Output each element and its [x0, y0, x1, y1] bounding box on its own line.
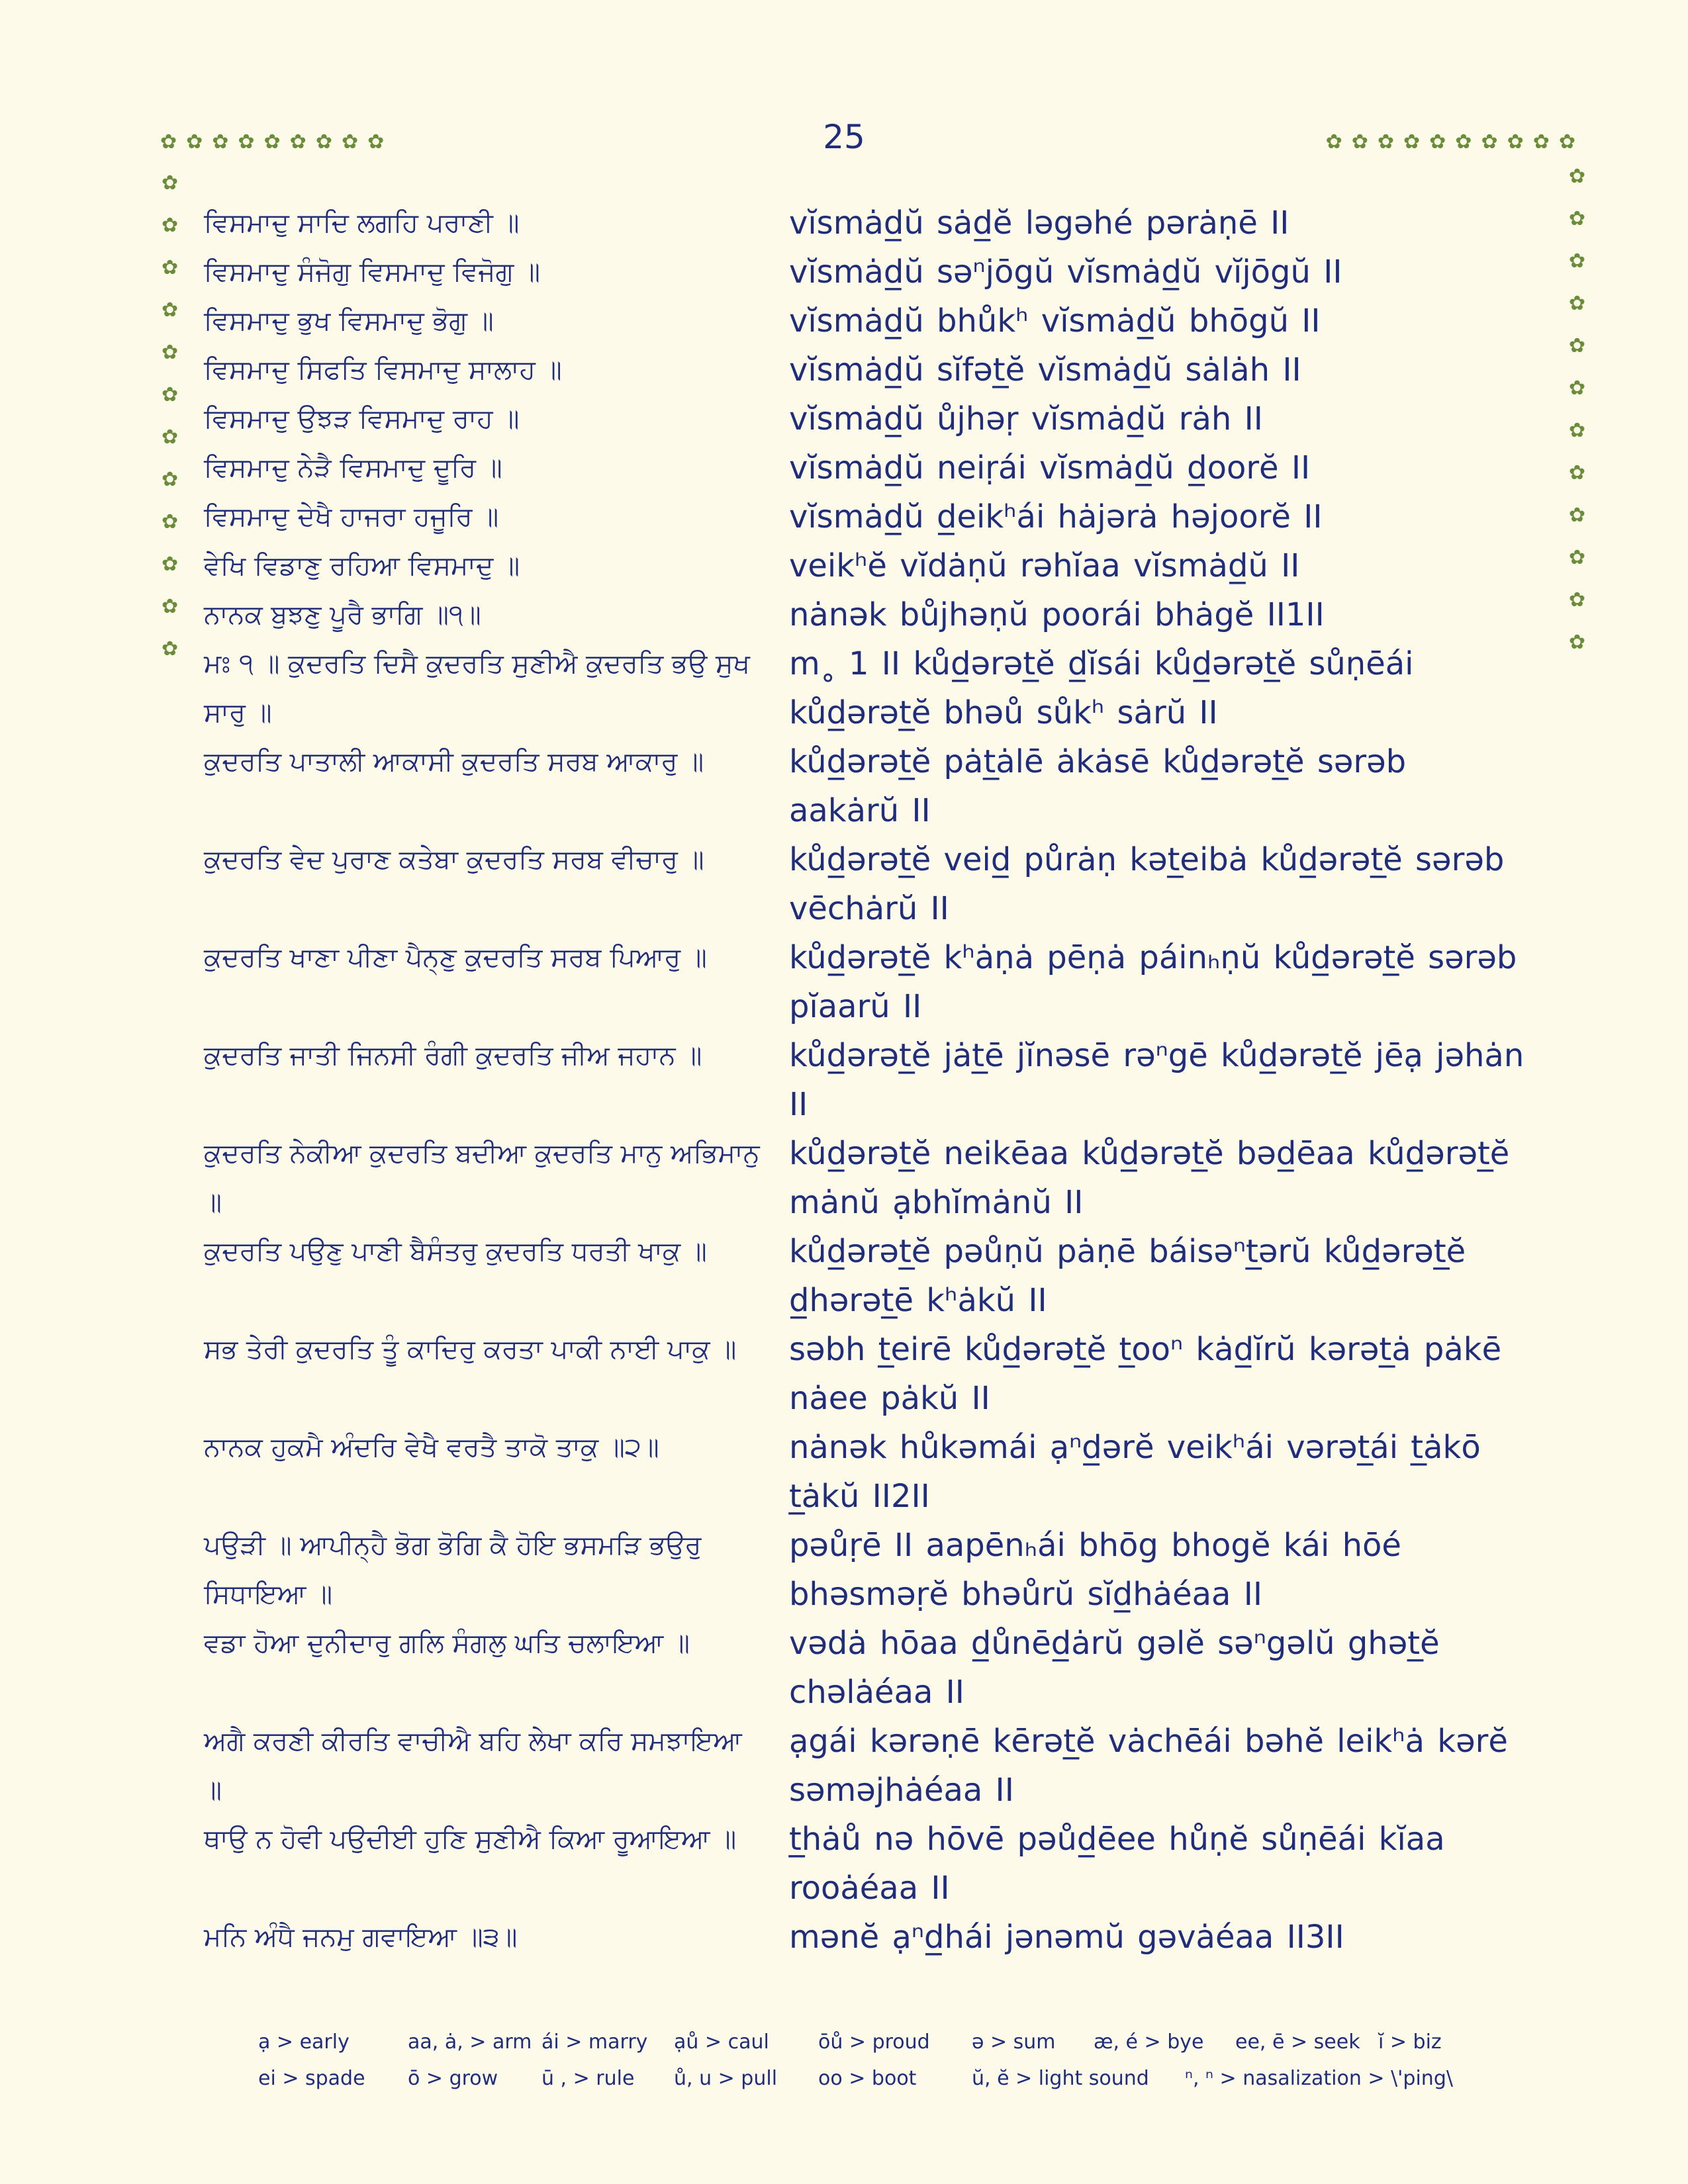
- gurmukhi-text: ਨਾਨਕ ਹੁਕਮੈ ਅੰਦਰਿ ਵੇਖੈ ਵਰਤੈ ਤਾਕੋ ਤਾਕੁ ॥੨॥: [204, 1432, 659, 1463]
- verse-row: [204, 639, 1528, 737]
- legend-row: [258, 2030, 1516, 2054]
- transliteration-text: vədȧ hōaa d̲ůnēd̲ȧrŭ gəlĕ səⁿgəlŭ ghət̲ĕ chəlȧéaa II: [788, 1625, 1440, 1711]
- gurmukhi-text: ਵਿਸਮਾਦੁ ਭੁਖ ਵਿਸਮਾਦੁ ਭੋਗੁ ॥: [204, 306, 494, 336]
- gurmukhi-text: ਵਿਸਮਾਦੁ ਸਾਦਿ ਲਗਹਿ ਪਰਾਣੀ ॥: [204, 208, 520, 238]
- legend-item: æ, é > bye: [1094, 2030, 1204, 2054]
- verse-row: [204, 835, 1528, 933]
- gurmukhi-text: ਵਿਸਮਾਦੁ ਸਿਫਤਿ ਵਿਸਮਾਦੁ ਸਾਲਾਹ ॥: [204, 355, 562, 385]
- gurmukhi-text: ਮਨਿ ਅੰਧੈ ਜਨਮੁ ਗਵਾਇਆ ॥੩॥: [204, 1922, 518, 1952]
- gurmukhi-text: ਨਾਨਕ ਬੁਝਣੁ ਪੂਰੈ ਭਾਗਿ ॥੧॥: [204, 600, 481, 630]
- legend-item: ū , > rule: [541, 2067, 635, 2090]
- verse-row: [204, 933, 1528, 1031]
- gurmukhi-text: ਥਾਉ ਨ ਹੋਵੀ ਪਉਦੀਈ ਹੁਣਿ ਸੁਣੀਐ ਕਿਆ ਰੂਆਇਆ ॥: [204, 1824, 737, 1854]
- transliteration-text: vĭsmȧd̲ŭ sĭfət̲ĕ vĭsmȧd̲ŭ sȧlȧh II: [788, 351, 1301, 388]
- transliteration-text: pəůṛē II aapēnₕái bhōg bhogĕ kái hōé bhəsməṛĕ bhəůrŭ sĭd̲hȧéaa II: [788, 1527, 1401, 1613]
- transliteration-text: vĭsmȧd̲ŭ neiṛái vĭsmȧd̲ŭ d̲oorĕ II: [788, 449, 1311, 486]
- gurmukhi-text: ਵਿਸਮਾਦੁ ਸੰਜੋਗੁ ਵਿਸਮਾਦੁ ਵਿਜੋਗੁ ॥: [204, 257, 540, 287]
- transliteration-text: nȧnək bůjhəṇŭ poorái bhȧgĕ II1II: [788, 596, 1325, 633]
- transliteration-text: veikʰĕ vĭdȧṇŭ rəhĭaa vĭsmȧd̲ŭ II: [788, 547, 1300, 584]
- legend-item: ạů > caul: [674, 2030, 769, 2054]
- transliteration-text: kůd̲ərət̲ĕ veid̲ půrȧṇ kət̲eibȧ kůd̲ərət̲ĕ sərəb vēchȧrŭ II: [788, 841, 1505, 927]
- legend-row: [258, 2067, 1516, 2090]
- transliteration-text: kůd̲ərət̲ĕ neikēaa kůd̲ərət̲ĕ bəd̲ēaa kůd̲ərət̲ĕ mȧnŭ ạbhĭmȧnŭ II: [788, 1135, 1510, 1221]
- legend-item: ōů > proud: [818, 2030, 930, 2054]
- transliteration-text: kůd̲ərət̲ĕ kʰȧṇȧ pēṇȧ páinₕṇŭ kůd̲ərət̲ĕ sərəb pĭaarŭ II: [788, 939, 1517, 1025]
- gurmukhi-text: ਪਉੜੀ ॥ ਆਪੀਨ੍ਹੈ ਭੋਗ ਭੋਗਿ ਕੈ ਹੋਇ ਭਸਮੜਿ ਭਉਰੁ ਸਿਧਾਇਆ ॥: [204, 1530, 702, 1610]
- verse-row: [204, 1815, 1528, 1913]
- transliteration-text: kůd̲ərət̲ĕ jȧt̲ē jĭnəsē rəⁿgē kůd̲ərət̲ĕ jēạ jəhȧn II: [788, 1037, 1524, 1123]
- verse-row: [204, 541, 1528, 590]
- transliteration-text: vĭsmȧd̲ŭ sȧd̲ĕ ləgəhé pərȧṇē II: [788, 205, 1289, 242]
- verse-row: [204, 1129, 1528, 1227]
- gurmukhi-text: ਵੇਖਿ ਵਿਡਾਣੁ ਰਹਿਆ ਵਿਸਮਾਦੁ ॥: [204, 551, 520, 581]
- legend-item: ů, u > pull: [674, 2067, 778, 2090]
- verse-row: [204, 394, 1528, 443]
- gurmukhi-text: ਸਭ ਤੇਰੀ ਕੁਦਰਤਿ ਤੂੰ ਕਾਦਿਰੁ ਕਰਤਾ ਪਾਕੀ ਨਾਈ ਪਾਕੁ ॥: [204, 1334, 737, 1365]
- flower-ornament-row-left: ✿✿✿✿✿✿✿✿✿: [160, 130, 394, 154]
- verse-row: [204, 1031, 1528, 1129]
- verse-row: [204, 296, 1528, 345]
- verse-row: [204, 345, 1528, 394]
- gurmukhi-text: ਕੁਦਰਤਿ ਨੇਕੀਆ ਕੁਦਰਤਿ ਬਦੀਆ ਕੁਦਰਤਿ ਮਾਨੁ ਅਭਿਮਾਨੁ ॥: [204, 1138, 760, 1218]
- legend-item: ə > sum: [972, 2030, 1056, 2054]
- transliteration-text: vĭsmȧd̲ŭ bhůkʰ vĭsmȧd̲ŭ bhōgŭ II: [788, 302, 1321, 340]
- gurmukhi-text: ਵਿਸਮਾਦੁ ਨੇੜੈ ਵਿਸਮਾਦੁ ਦੂਰਿ ॥: [204, 453, 502, 483]
- gurmukhi-text: ਕੁਦਰਤਿ ਖਾਣਾ ਪੀਣਾ ਪੈਨ੍ਣੁ ਕੁਦਰਤਿ ਸਰਬ ਪਿਆਰੁ ॥: [204, 942, 707, 973]
- verse-row: [204, 1717, 1528, 1815]
- legend-item: ạ > early: [258, 2030, 350, 2054]
- gurmukhi-text: ਵਿਸਮਾਦੁ ਦੇਖੈ ਹਾਜਰਾ ਹਜੂਰਿ ॥: [204, 502, 499, 532]
- verse-row: [204, 248, 1528, 296]
- verse-row: [204, 443, 1528, 492]
- transliteration-text: t̲hȧů nə hōvē pəůd̲ēee hůṇĕ sůṇēái kĭaa rooȧéaa II: [788, 1821, 1445, 1907]
- gurmukhi-text: ਕੁਦਰਤਿ ਜਾਤੀ ਜਿਨਸੀ ਰੰਗੀ ਕੁਦਰਤਿ ਜੀਅ ਜਹਾਨ ॥: [204, 1040, 702, 1071]
- flower-ornament-column-right: ✿ ✿ ✿ ✿ ✿ ✿ ✿ ✿ ✿ ✿ ✿ ✿: [1568, 165, 1585, 654]
- page-number: 25: [823, 118, 865, 156]
- gurmukhi-text: ਕੁਦਰਤਿ ਪਉਣੁ ਪਾਣੀ ਬੈਸੰਤਰੁ ਕੁਦਰਤਿ ਧਰਤੀ ਖਾਕੁ ॥: [204, 1236, 707, 1267]
- verse-row: [204, 199, 1528, 248]
- legend-item: ⁿ, ⁿ > nasalization > \'ping\: [1185, 2067, 1453, 2090]
- verse-row: [204, 1521, 1528, 1619]
- verse-row: [204, 590, 1528, 639]
- verse-row: [204, 1913, 1528, 1962]
- transliteration-text: mənĕ ạⁿd̲hái jənəmŭ gəvȧéaa II3II: [788, 1919, 1344, 1956]
- pronunciation-legend: [258, 2030, 1516, 2103]
- legend-item: ĭ > biz: [1378, 2030, 1442, 2054]
- verse-row: [204, 1227, 1528, 1325]
- legend-item: ŭ, ĕ > light sound: [972, 2067, 1149, 2090]
- verse-list: [204, 199, 1528, 1962]
- flower-ornament-column-left: ✿ ✿ ✿ ✿ ✿ ✿ ✿ ✿ ✿ ✿ ✿ ✿: [162, 171, 179, 660]
- legend-item: aa, ȧ, > arm: [408, 2030, 532, 2054]
- transliteration-text: vĭsmȧd̲ŭ ůjhəṛ vĭsmȧd̲ŭ rȧh II: [788, 400, 1263, 437]
- verse-row: [204, 492, 1528, 541]
- legend-item: ái > marry: [541, 2030, 648, 2054]
- flower-ornament-row-right: ✿✿✿✿✿✿✿✿✿✿: [1325, 130, 1585, 154]
- verse-row: [204, 1423, 1528, 1521]
- transliteration-text: səbh t̲eirē kůd̲ərət̲ĕ t̲ooⁿ kȧd̲ĭrŭ kərət̲ȧ pȧkē nȧee pȧkŭ II: [788, 1331, 1502, 1417]
- gurmukhi-text: ਵਡਾ ਹੋਆ ਦੁਨੀਦਾਰੁ ਗਲਿ ਸੰਗਲੁ ਘਤਿ ਚਲਾਇਆ ॥: [204, 1628, 690, 1659]
- transliteration-text: vĭsmȧd̲ŭ d̲eikʰái hȧjərȧ həjoorĕ II: [788, 498, 1323, 535]
- transliteration-text: vĭsmȧd̲ŭ səⁿjōgŭ vĭsmȧd̲ŭ vĭjōgŭ II: [788, 253, 1342, 291]
- verse-row: [204, 1325, 1528, 1423]
- legend-item: ei > spade: [258, 2067, 365, 2090]
- gurmukhi-text: ਕੁਦਰਤਿ ਪਾਤਾਲੀ ਆਕਾਸੀ ਕੁਦਰਤਿ ਸਰਬ ਆਕਾਰੁ ॥: [204, 747, 704, 777]
- transliteration-text: nȧnək hůkəmái ạⁿd̲ərĕ veikʰái vərət̲ái t̲ȧkō t̲ȧkŭ II2II: [788, 1429, 1481, 1515]
- verse-row: [204, 737, 1528, 835]
- gurmukhi-text: ਮਃ ੧ ॥ ਕੁਦਰਤਿ ਦਿਸੈ ਕੁਦਰਤਿ ਸੁਣੀਐ ਕੁਦਰਤਿ ਭਉ ਸੁਖ ਸਾਰੁ ॥: [204, 649, 751, 728]
- gurmukhi-text: ਕੁਦਰਤਿ ਵੇਦ ਪੁਰਾਣ ਕਤੇਬਾ ਕੁਦਰਤਿ ਸਰਬ ਵੀਚਾਰੁ ॥: [204, 844, 704, 875]
- legend-item: ee, ē > seek: [1235, 2030, 1360, 2054]
- legend-item: oo > boot: [818, 2067, 917, 2090]
- verse-row: [204, 1619, 1528, 1717]
- transliteration-text: kůd̲ərət̲ĕ pəůṇŭ pȧṇē báisəⁿt̲ərŭ kůd̲ərət̲ĕ d̲hərət̲ē kʰȧkŭ II: [788, 1233, 1466, 1319]
- gurmukhi-text: ਅਗੈ ਕਰਣੀ ਕੀਰਤਿ ਵਾਚੀਐ ਬਹਿ ਲੇਖਾ ਕਰਿ ਸਮਝਾਇਆ ॥: [204, 1726, 742, 1805]
- legend-item: ō > grow: [408, 2067, 498, 2090]
- transliteration-text: kůd̲ərət̲ĕ pȧt̲ȧlē ȧkȧsē kůd̲ərət̲ĕ sərəb aakȧrŭ II: [788, 743, 1407, 829]
- transliteration-text: m˳ 1 II kůd̲ərət̲ĕ d̲ĭsái kůd̲ərət̲ĕ sůṇēái kůd̲ərət̲ĕ bhəů sůkʰ sȧrŭ II: [788, 645, 1414, 731]
- transliteration-text: ạgái kərəṇē kērət̲ĕ vȧchēái bəhĕ leikʰȧ kərĕ səməjhȧéaa II: [788, 1723, 1508, 1809]
- gurmukhi-text: ਵਿਸਮਾਦੁ ਉਝੜ ਵਿਸਮਾਦੁ ਰਾਹ ॥: [204, 404, 520, 434]
